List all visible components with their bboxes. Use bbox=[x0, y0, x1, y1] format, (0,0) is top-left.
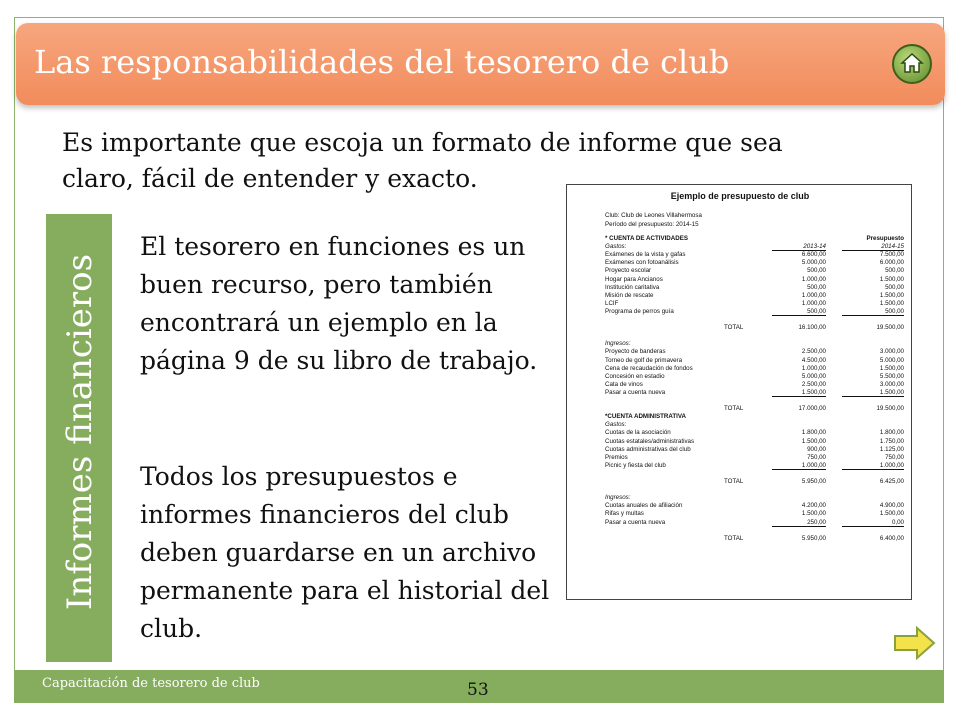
budget-row-label: Pasar a cuenta nueva bbox=[605, 518, 666, 526]
budget-row bbox=[605, 462, 905, 470]
budget-value-2013-14: 2.500,00 bbox=[801, 380, 826, 388]
budget-row bbox=[605, 340, 905, 348]
budget-value-2013-14: 500,00 bbox=[807, 267, 826, 275]
budget-row-label: TOTAL bbox=[724, 478, 744, 485]
budget-value-2014-15: 1.500,00 bbox=[879, 291, 904, 299]
budget-value-2014-15: 7.500,00 bbox=[879, 251, 904, 259]
budget-row-label: Rifas y multas bbox=[605, 510, 644, 518]
budget-value-2013-14: 500,00 bbox=[772, 308, 826, 316]
budget-total-row bbox=[605, 324, 905, 332]
budget-row-label: Ingresos: bbox=[605, 494, 631, 502]
budget-value-2013-14: 1.000,00 bbox=[772, 462, 826, 470]
sidebar-label: Informes financieros bbox=[60, 253, 100, 611]
budget-row-label: Cuotas estatales/administrativas bbox=[605, 437, 695, 445]
budget-value-2013-14: 2013-14 bbox=[772, 243, 826, 251]
budget-row bbox=[605, 397, 905, 405]
budget-value-2014-15: 500,00 bbox=[885, 267, 904, 275]
budget-value-2013-14: 1.800,00 bbox=[801, 429, 826, 437]
budget-value-2014-15: 750,00 bbox=[885, 453, 904, 461]
budget-value-2014-15: 1.500,00 bbox=[879, 510, 904, 518]
budget-row bbox=[605, 486, 905, 494]
budget-value-2013-14: 17.000,00 bbox=[798, 405, 826, 413]
budget-value-2014-15: 1.000,00 bbox=[842, 462, 904, 470]
budget-example-document bbox=[566, 184, 912, 600]
budget-row-label: Hogar para Ancianos bbox=[605, 275, 663, 283]
budget-row bbox=[605, 446, 905, 454]
budget-value-2013-14: 5.000,00 bbox=[801, 259, 826, 267]
budget-value-2013-14: 1.500,00 bbox=[801, 510, 826, 518]
budget-value-2013-14: 16.100,00 bbox=[798, 324, 826, 332]
budget-row bbox=[605, 502, 905, 510]
budget-row bbox=[605, 413, 905, 421]
body-paragraph-2: Todos los presupuestos e informes financieros del club deben guardarse en un archivo permanente para el historial del club. bbox=[140, 462, 550, 643]
budget-row bbox=[605, 276, 905, 284]
budget-value-2013-14: 5.950,00 bbox=[801, 478, 826, 485]
budget-total-row bbox=[605, 405, 905, 413]
budget-row-label: Misión de rescate bbox=[605, 291, 654, 299]
budget-value-2014-15: 3.000,00 bbox=[879, 348, 904, 356]
budget-row bbox=[605, 284, 905, 292]
budget-value-2013-14: 750,00 bbox=[807, 453, 826, 461]
budget-value-2013-14: 1.500,00 bbox=[772, 389, 826, 397]
budget-row bbox=[605, 373, 905, 381]
budget-value-2014-15: 6.400,00 bbox=[879, 534, 904, 542]
budget-row-label: Cuotas de la asociación bbox=[605, 429, 671, 437]
budget-value-2013-14: 4.200,00 bbox=[801, 502, 826, 510]
budget-value-2014-15: 5.500,00 bbox=[879, 372, 904, 380]
budget-row bbox=[605, 421, 905, 429]
budget-value-2013-14: 900,00 bbox=[807, 445, 826, 453]
budget-row-label: TOTAL bbox=[724, 405, 744, 413]
budget-row-label: Gastos: bbox=[605, 421, 627, 429]
budget-value-2014-15: 19.500,00 bbox=[876, 405, 904, 413]
budget-value-2013-14: 1.000,00 bbox=[801, 275, 826, 283]
budget-value-2013-14: 1.500,00 bbox=[801, 437, 826, 445]
footer-course-title: Capacitación de tesorero de club bbox=[42, 676, 260, 691]
budget-row-label: Cena de recaudación de fondos bbox=[605, 364, 693, 372]
budget-row-label: Torneo de golf de primavera bbox=[605, 356, 683, 364]
budget-row-label: *CUENTA ADMINISTRATIVA bbox=[605, 413, 687, 421]
budget-row bbox=[605, 527, 905, 535]
title-bar bbox=[16, 23, 945, 105]
page-number: 53 bbox=[467, 680, 489, 700]
budget-row-label: Exámenes con fotoanálisis bbox=[605, 259, 679, 267]
budget-value-2014-15: 1.125,00 bbox=[879, 445, 904, 453]
budget-row bbox=[605, 438, 905, 446]
budget-value-2014-15: 1.500,00 bbox=[879, 364, 904, 372]
budget-row-label: Picnic y fiesta del club bbox=[605, 461, 666, 469]
budget-row-label: Gastos: bbox=[605, 243, 627, 251]
budget-row bbox=[605, 510, 905, 518]
budget-value-2014-15: 5.000,00 bbox=[879, 356, 904, 364]
budget-row-label: Cuotas administrativas del club bbox=[605, 445, 691, 453]
budget-row-label: Premios bbox=[605, 453, 628, 461]
body-paragraph-1: El tesorero en funciones es un buen recurso, pero también encontrará un ejemplo en la página 9 de su libro de trabajo. bbox=[140, 232, 538, 375]
budget-row bbox=[605, 348, 905, 356]
budget-row bbox=[605, 470, 905, 478]
budget-row bbox=[605, 389, 905, 397]
budget-club-name: Club: Club de Leones Villahermosa bbox=[605, 212, 702, 219]
budget-period: Período del presupuesto: 2014-15 bbox=[605, 221, 699, 228]
budget-row-label: LCIF bbox=[605, 299, 619, 307]
budget-value-2013-14: 2.500,00 bbox=[801, 348, 826, 356]
slide-title: Las responsabilidades del tesorero de club bbox=[34, 43, 730, 81]
intro-text: Es importante que escoja un formato de informe que sea claro, fácil de entender y exacto. bbox=[62, 128, 783, 193]
budget-value-2013-14: 4.500,00 bbox=[801, 356, 826, 364]
budget-row-label: TOTAL bbox=[724, 534, 744, 542]
budget-row bbox=[605, 381, 905, 389]
budget-row bbox=[605, 332, 905, 340]
budget-row-label: * CUENTA DE ACTIVIDADES bbox=[605, 235, 688, 242]
budget-row bbox=[605, 300, 905, 308]
budget-row bbox=[605, 494, 905, 502]
budget-row bbox=[605, 235, 905, 243]
budget-row bbox=[605, 267, 905, 275]
budget-value-2014-15: Presupuesto bbox=[866, 235, 904, 242]
home-button[interactable] bbox=[892, 44, 932, 84]
budget-value-2014-15: 0,00 bbox=[842, 519, 904, 527]
budget-value-2014-15: 1.750,00 bbox=[879, 437, 904, 445]
budget-row-label: Cata de vinos bbox=[605, 380, 643, 388]
budget-value-2013-14: 1.000,00 bbox=[801, 364, 826, 372]
sidebar-band bbox=[46, 214, 112, 662]
budget-row bbox=[605, 259, 905, 267]
budget-value-2014-15: 500,00 bbox=[842, 308, 904, 316]
budget-title: Ejemplo de presupuesto de club bbox=[670, 191, 810, 201]
budget-row-label: TOTAL bbox=[724, 324, 744, 332]
budget-row bbox=[605, 429, 905, 437]
budget-row-label: Exámenes de la vista y gafas bbox=[605, 251, 686, 259]
budget-value-2014-15: 1.500,00 bbox=[879, 299, 904, 307]
next-slide-arrow-icon[interactable] bbox=[893, 625, 937, 661]
budget-value-2013-14: 6.600,00 bbox=[801, 251, 826, 259]
budget-value-2014-15: 500,00 bbox=[885, 283, 904, 291]
budget-row-label: Programa de perros guía bbox=[605, 307, 674, 315]
budget-row bbox=[605, 454, 905, 462]
budget-value-2013-14: 5.000,00 bbox=[801, 372, 826, 380]
budget-total-row bbox=[605, 535, 905, 543]
budget-value-2014-15: 1.500,00 bbox=[842, 389, 904, 397]
budget-row bbox=[605, 357, 905, 365]
budget-value-2013-14: 5.950,00 bbox=[801, 534, 826, 542]
budget-row-label: Pasar a cuenta nueva bbox=[605, 388, 666, 396]
budget-row-label: Concesión en estadio bbox=[605, 372, 665, 380]
budget-value-2013-14: 250,00 bbox=[772, 519, 826, 527]
budget-value-2014-15: 2014-15 bbox=[842, 243, 904, 251]
budget-row-label: Ingresos: bbox=[605, 340, 631, 348]
budget-row bbox=[605, 292, 905, 300]
budget-value-2014-15: 6.000,00 bbox=[879, 259, 904, 267]
budget-value-2014-15: 3.000,00 bbox=[879, 380, 904, 388]
budget-value-2014-15: 4.900,00 bbox=[879, 502, 904, 510]
budget-row bbox=[605, 316, 905, 324]
budget-value-2014-15: 19.500,00 bbox=[876, 324, 904, 332]
budget-total-row bbox=[605, 478, 905, 486]
budget-row-label: Institución caritativa bbox=[605, 283, 660, 291]
footer-bar bbox=[14, 670, 944, 703]
budget-value-2014-15: 1.800,00 bbox=[879, 429, 904, 437]
budget-row-label: Proyecto escolar bbox=[605, 267, 652, 275]
budget-value-2014-15: 1.500,00 bbox=[879, 275, 904, 283]
budget-row bbox=[605, 365, 905, 373]
budget-row-label: Proyecto de banderas bbox=[605, 348, 666, 356]
budget-value-2014-15: 6.425,00 bbox=[879, 478, 904, 485]
budget-value-2013-14: 500,00 bbox=[807, 283, 826, 291]
home-icon bbox=[900, 51, 924, 75]
budget-row-label: Cuotas anuales de afiliación bbox=[605, 502, 683, 510]
budget-row bbox=[605, 308, 905, 316]
budget-value-2013-14: 1.000,00 bbox=[801, 291, 826, 299]
budget-row bbox=[605, 519, 905, 527]
budget-row bbox=[605, 243, 905, 251]
budget-value-2013-14: 1.000,00 bbox=[801, 299, 826, 307]
budget-row bbox=[605, 251, 905, 259]
